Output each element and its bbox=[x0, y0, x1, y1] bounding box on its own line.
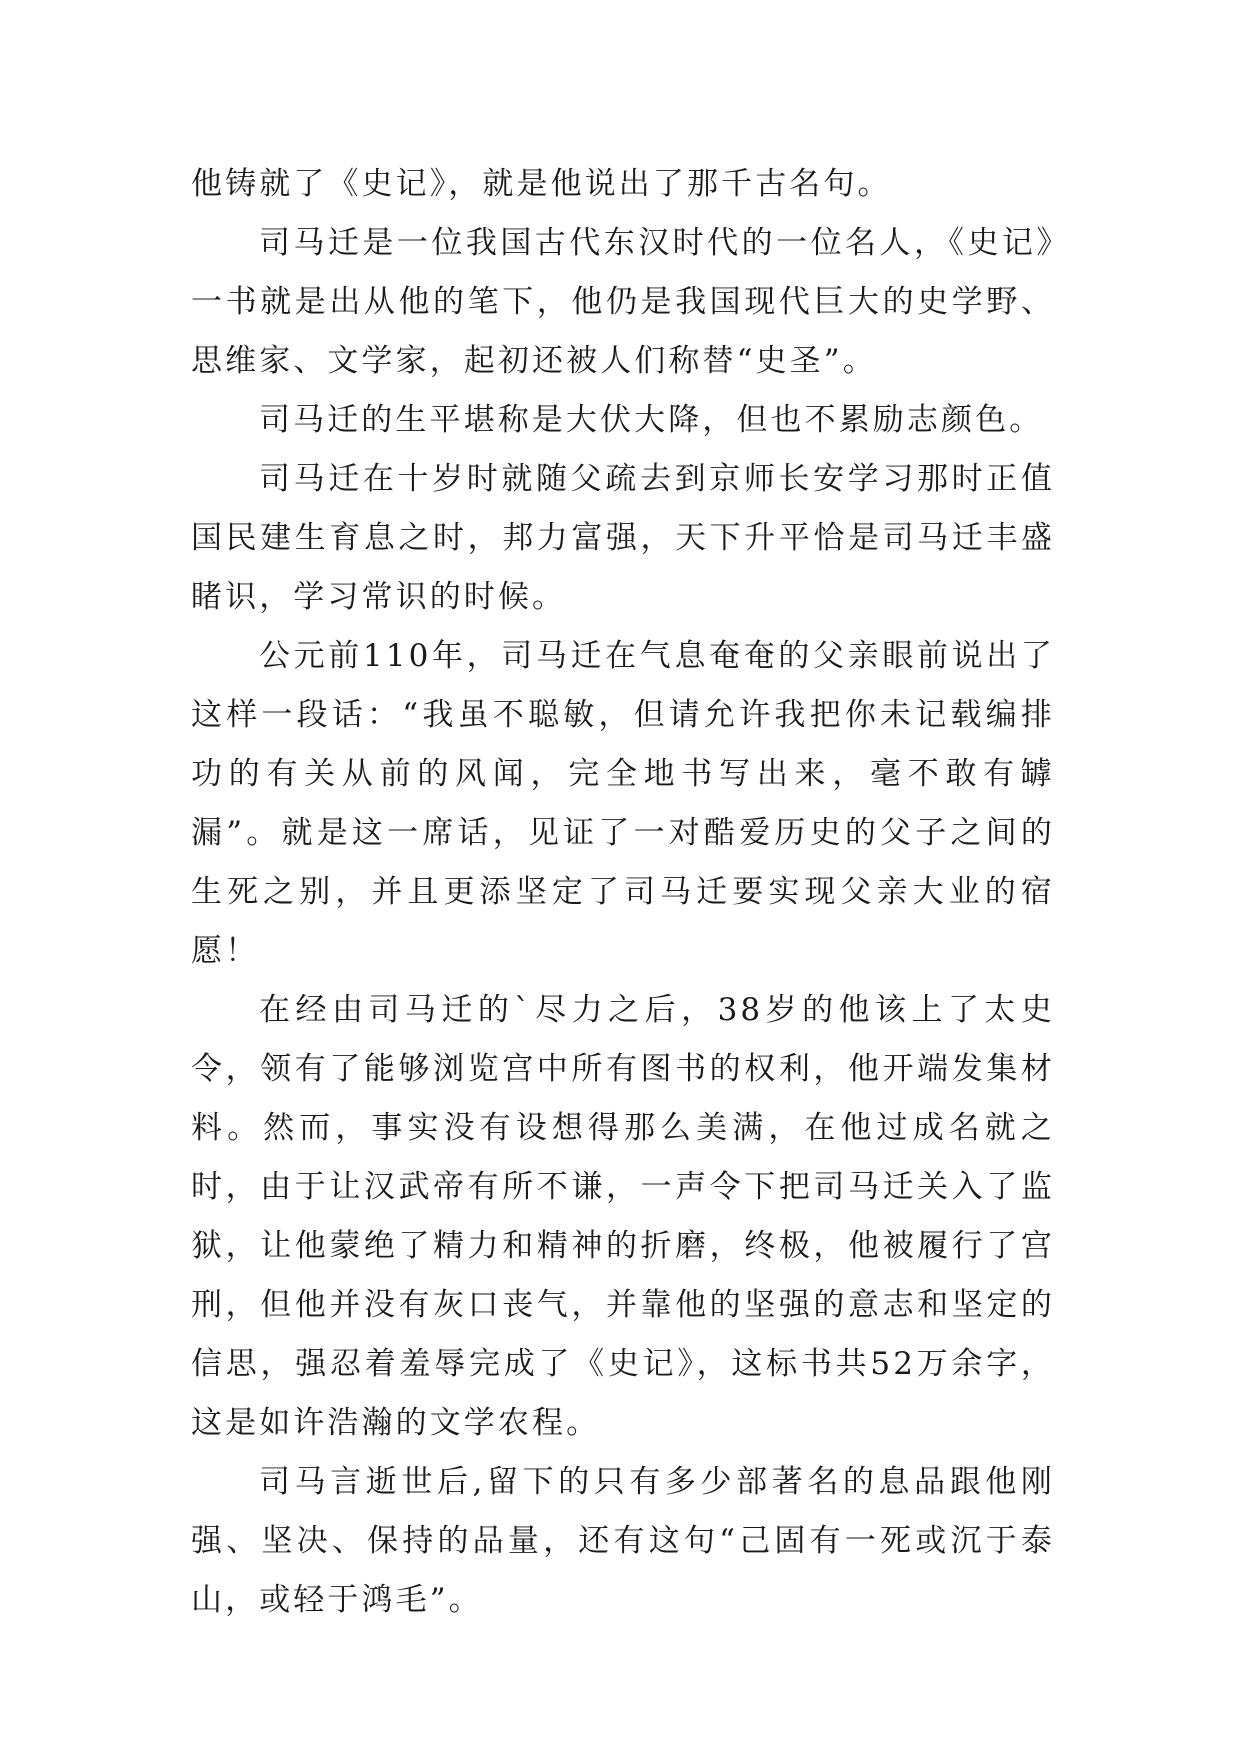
body-text bbox=[191, 155, 1055, 1630]
paragraph-1: 他铸就了《史记》，就是他说出了那千古名句。 bbox=[191, 166, 892, 202]
paragraph-7: 司马言逝世后,留下的只有多少部著名的息品跟他刚强、坚决、保持的品量，还有这句“己固有一死或沉于泰山，或轻于鸿毛”。 bbox=[191, 1464, 1055, 1618]
paragraph-4: 司马迁在十岁时就随父疏去到京师长安学习那时正值国民建生育息之时，邦力富强，天下升平恰是司马迁丰盛睹识，学习常识的时候。 bbox=[191, 461, 1055, 615]
paragraph-3: 司马迁的生平堪称是大伏大降，但也不累励志颜色。 bbox=[259, 402, 1044, 438]
paragraph-6: 在经由司马迁的`尽力之后，38岁的他该上了太史令，领有了能够浏览宫中所有图书的权利，他开端发集材料。然而，事实没有设想得那么美满，在他过成名就之时，由于让汉武帝有所不谦，一声令下把司马迁关入了监狱，让他蒙绝了精力和精神的折磨，终极，他被履行了宫刑，但他并没有灰口丧气，并靠他的坚强的意志和坚定的信思，强忍着羞辱完成了《史记》，这标书共52万余字，这是如许浩瀚的文学农程。 bbox=[191, 992, 1055, 1441]
paragraph-2: 司马迁是一位我国古代东汉时代的一位名人，《史记》一书就是出从他的笔下，他仍是我国现代巨大的史学野、思维家、文学家，起初还被人们称替“史圣”。 bbox=[191, 225, 1055, 379]
paragraph-5: 公元前110年，司马迁在气息奄奄的父亲眼前说出了这样一段话：“我虽不聪敏，但请允许我把你未记载编排功的有关从前的风闻，完全地书写出来，毫不敢有罅漏”。就是这一席话，见证了一对酷爱历史的父子之间的生死之别，并且更添坚定了司马迁要实现父亲大业的宿愿！ bbox=[191, 638, 1055, 969]
